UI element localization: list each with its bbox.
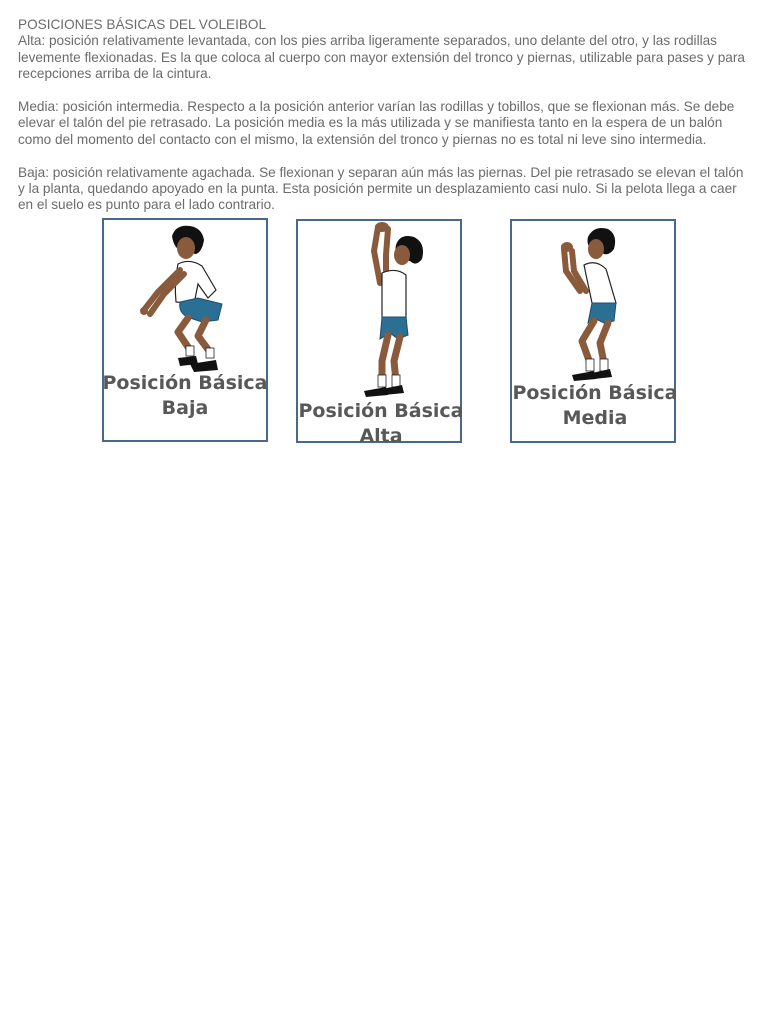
figure-caption-media bbox=[500, 381, 690, 431]
caption-line-2: Media bbox=[562, 407, 628, 429]
paragraph-alta: Alta: posición relativamente levantada, con los pies arriba ligeramente separados, uno delante del otro, y las rodillas levemente flexionadas. Es la que coloca al cuerpo con mayor extensión del tronco y piernas, utilizable para pases y para recepciones arriba de la cintura. bbox=[18, 33, 745, 82]
figure-caption-baja bbox=[90, 371, 280, 421]
paragraph-media: Media: posición intermedia. Respecto a la posición anterior varían las rodillas y tobillos, que se flexionan más. Se debe elevar el talón del pie retrasado. La posición media es la más utilizada y se manifiesta tanto en la espera de un balón como del momento del contacto con el mismo, la extensión del tronco y piernas no es total ni leve sino intermedia. bbox=[18, 99, 735, 147]
caption-line-2: Baja bbox=[161, 397, 209, 419]
document-text bbox=[18, 17, 753, 214]
caption-line-1: Posición Básica bbox=[102, 372, 268, 394]
figure-caption-alta bbox=[286, 399, 476, 449]
player-squat-illustration bbox=[132, 222, 232, 382]
paragraph-baja: Baja: posición relativamente agachada. Se flexionan y separan aún más las piernas. Del pie retrasado se elevan el talón y la planta, quedando apoyado en la punta. Esta posición permite un desplazamiento casi nulo. Si la pelota llega a caer en el suelo es punto para el lado contrario. bbox=[18, 164, 744, 213]
player-standing-illustration bbox=[356, 221, 436, 401]
figure-card-media bbox=[510, 219, 676, 443]
caption-line-1: Posición Básica bbox=[298, 400, 464, 422]
caption-line-2: Alta bbox=[359, 425, 403, 447]
figure-card-alta bbox=[296, 219, 464, 447]
document-title: POSICIONES BÁSICAS DEL VOLEIBOL bbox=[18, 17, 267, 32]
caption-line-1: Posición Básica bbox=[512, 382, 678, 404]
player-medium-illustration bbox=[552, 225, 632, 395]
figure-card-baja bbox=[102, 218, 268, 442]
